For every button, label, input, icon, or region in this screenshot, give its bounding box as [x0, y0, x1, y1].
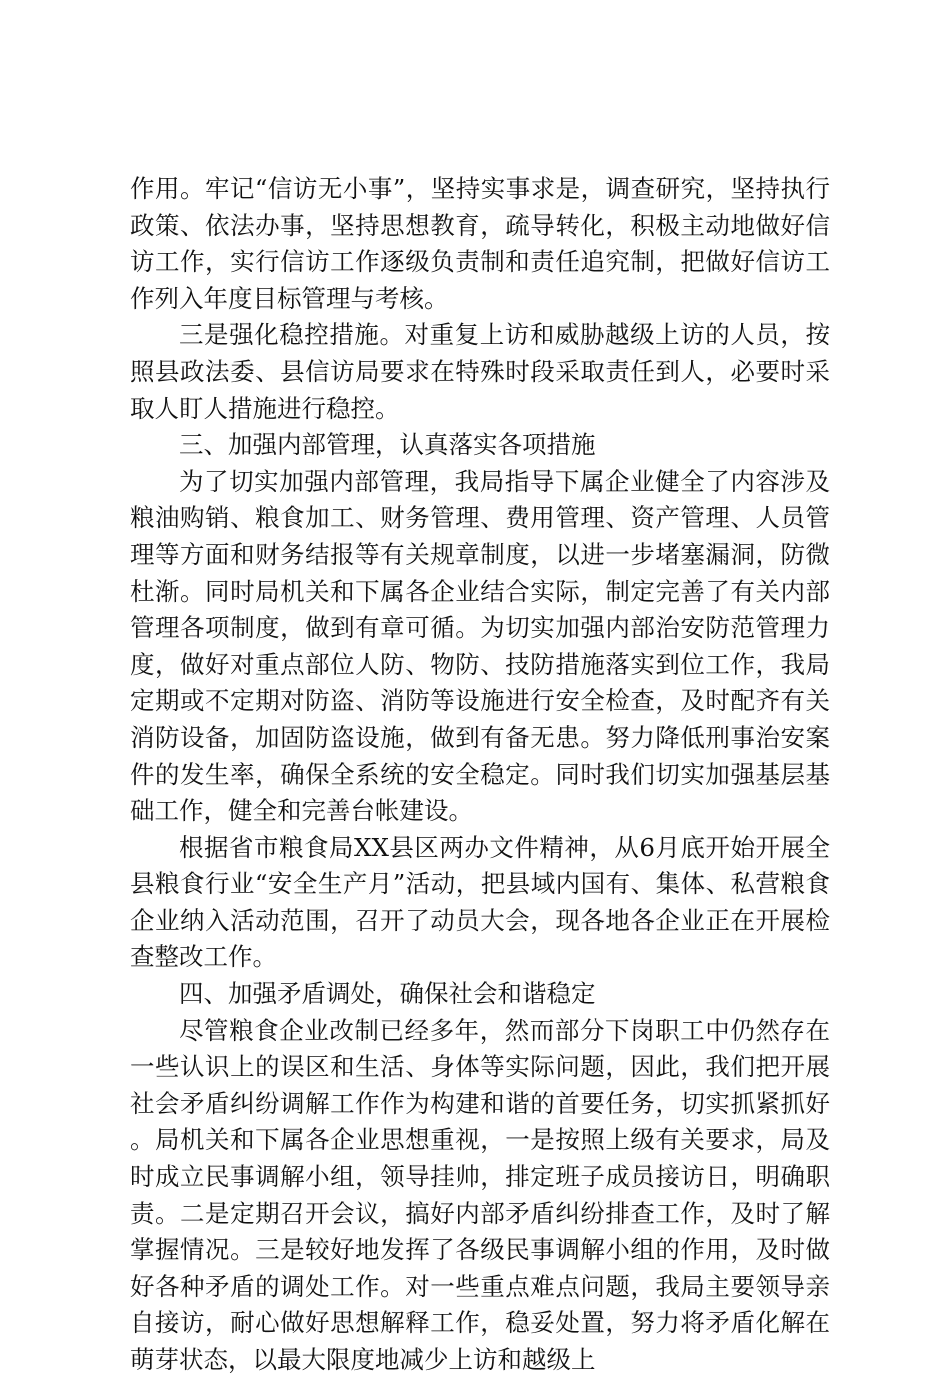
section-heading-internal-management: 三、加强内部管理，认真落实各项措施	[179, 430, 596, 460]
paragraph-internal-management: 为了切实加强内部管理，我局指导下属企业健全了内容涉及粮油购销、粮食加工、财务管理、费用管理、资产管理、人员管理等方面和财务结报等有关规章制度，以进一步堵塞漏洞，防微杜渐。同时局机关和下属各企业结合实际，制定完善了有关内部管理各项制度，做到有章可循。为切实加强内部治安防范管理力度，做好对重点部位人防、物防、技防措施落实到位工作，我局定期或不定期对防盗、消防等设施进行安全检查，及时配齐有关消防设备，加固防盗设施，做到有备无患。努力降低刑事治安案件的发生率，确保全系统的安全稳定。同时我们切实加强基层基础工作，健全和完善台帐建设。	[130, 466, 830, 826]
section-heading-conflict-mediation: 四、加强矛盾调处，确保社会和谐稳定	[179, 979, 596, 1009]
paragraph-conflict-mediation: 尽管粮食企业改制已经多年，然而部分下岗职工中仍然存在一些认识上的误区和生活、身体等实际问题，因此，我们把开展社会矛盾纠纷调解工作作为构建和谐的首要任务，切实抓紧抓好。局机关和下属各企业思想重视，一是按照上级有关要求，局及时成立民事调解小组，领导挂帅，排定班子成员接访日，明确职责。二是定期召开会议，搞好内部矛盾纠纷排查工作，及时了解掌握情况。三是较好地发挥了各级民事调解小组的作用，及时做好各种矛盾的调处工作。对一些重点难点问题，我局主要领导亲自接访，耐心做好思想解释工作，稳妥处置，努力将矛盾化解在萌芽状态，以最大限度地减少上访和越级上	[130, 1015, 830, 1374]
paragraph-stability-measures: 三是强化稳控措施。对重复上访和威胁越级上访的人员，按照县政法委、县信访局要求在特殊时段采取责任到人，必要时采取人盯人措施进行稳控。	[130, 320, 830, 423]
paragraph-safety-month: 根据省市粮食局XX县区两办文件精神，从6月底开始开展全县粮食行业“安全生产月”活动，把县域内国有、集体、私营粮食企业纳入活动范围，召开了动员大会，现各地各企业正在开展检查整改工作。	[130, 832, 830, 972]
paragraph-continuation: 作用。牢记“信访无小事”，坚持实事求是，调查研究，坚持执行政策、依法办事，坚持思想教育，疏导转化，积极主动地做好信访工作，实行信访工作逐级负责制和责任追究制，把做好信访工作列入年度目标管理与考核。	[130, 174, 830, 313]
document-body	[130, 171, 830, 1379]
